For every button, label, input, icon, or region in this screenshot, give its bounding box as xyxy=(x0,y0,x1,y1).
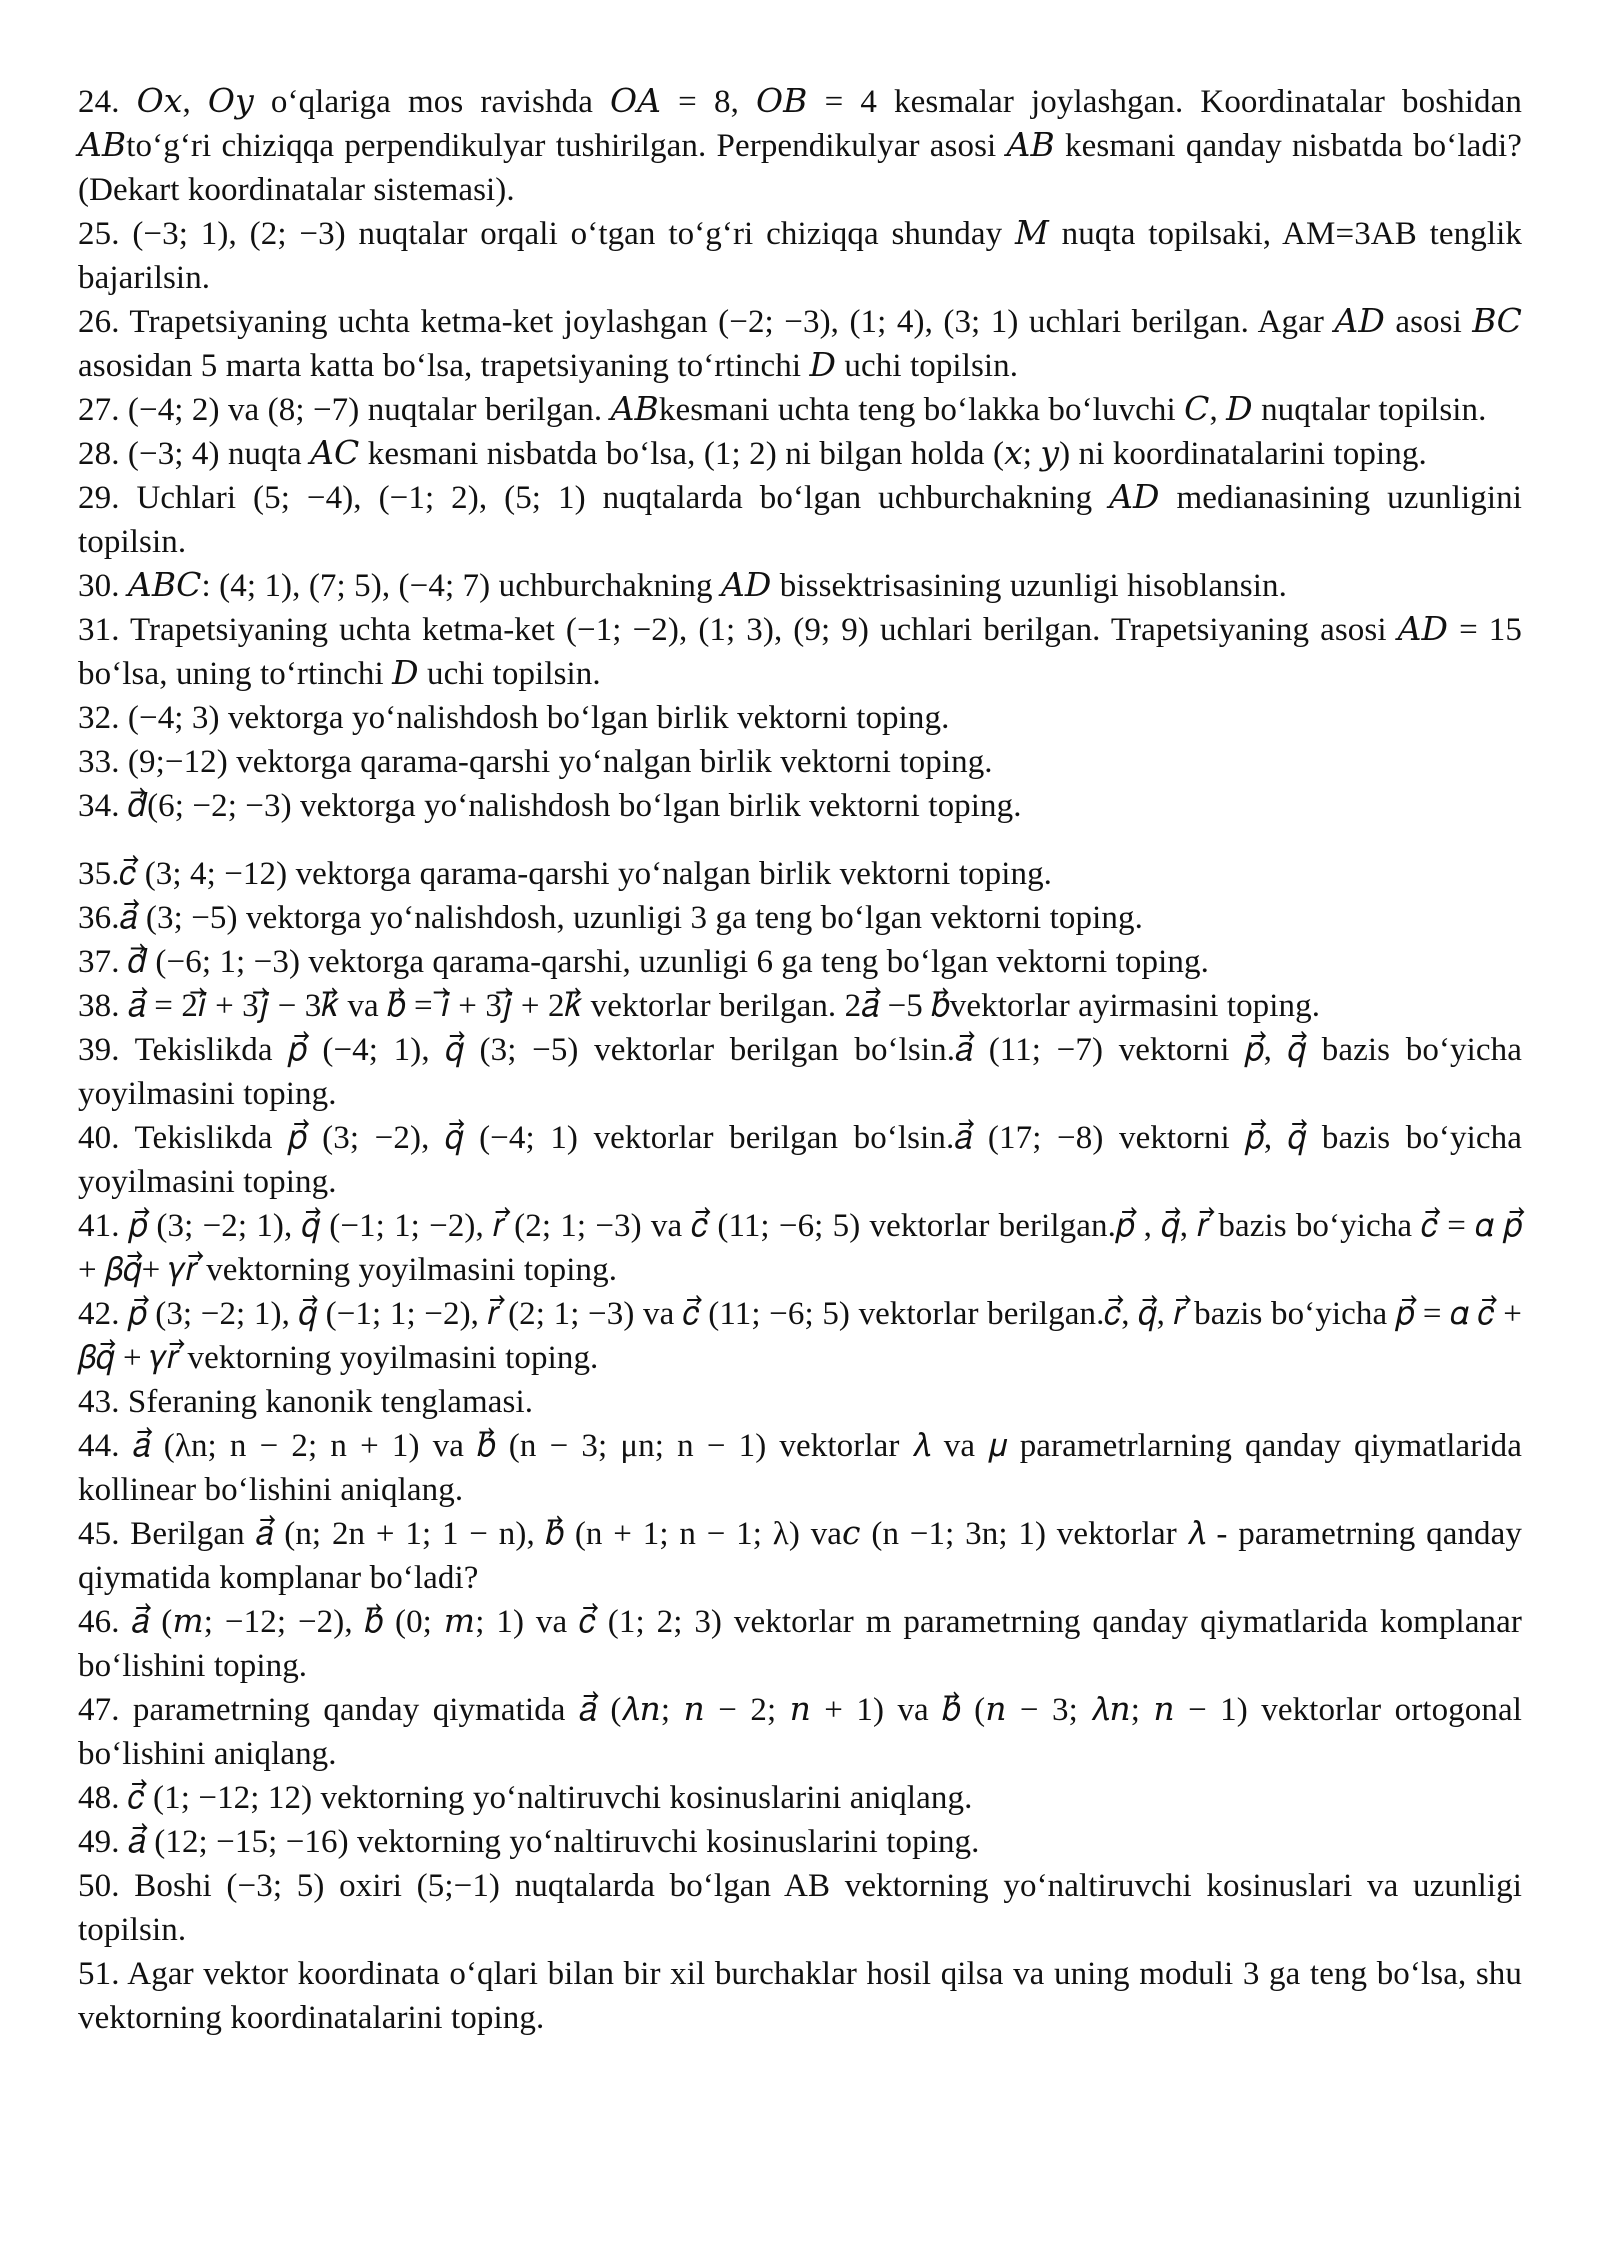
problem-48: 48. 𝑐⃗ (1; −12; 12) vektorning yo‘naltiruvchi kosinuslarini aniqlang. xyxy=(78,1780,973,1816)
problem-41: 41. 𝑝⃗ (3; −2; 1), 𝑞⃗ (−1; 1; −2), 𝑟⃗ (2; 1; −3) va 𝑐⃗ (11; −6; 5) vektorlar berilgan.𝑝⃗ , 𝑞⃗, 𝑟⃗ bazis bo‘yicha 𝑐⃗ = 𝛼 𝑝⃗ + 𝛽𝑞⃗+ 𝛾𝑟⃗ vektorning yoyilmasini toping. xyxy=(78,1208,1522,1288)
problem-27: 27. (−4; 2) va (8; −7) nuqtalar berilgan. 𝐴𝐵kesmani uchta teng bo‘lakka bo‘luvchi 𝐶, 𝐷 nuqtalar topilsin. xyxy=(78,392,1487,428)
problem-31: 31. Trapetsiyaning uchta ketma-ket (−1; −2), (1; 3), (9; 9) uchlari berilgan. Trapetsiyaning asosi 𝐴𝐷 = 15 bo‘lsa, uning to‘rtinchi 𝐷 uchi topilsin. xyxy=(78,612,1522,692)
problem-39: 39. Tekislikda 𝑝⃗ (−4; 1), 𝑞⃗ (3; −5) vektorlar berilgan bo‘lsin.𝑎⃗ (11; −7) vektorni 𝑝⃗, 𝑞⃗ bazis bo‘yicha yoyilmasini toping. xyxy=(78,1032,1522,1112)
problem-50: 50. Boshi (−3; 5) oxiri (5;−1) nuqtalarda bo‘lgan AB vektorning yo‘naltiruvchi kosinuslari va uzunligi topilsin. xyxy=(78,1868,1522,1948)
problem-40: 40. Tekislikda 𝑝⃗ (3; −2), 𝑞⃗ (−4; 1) vektorlar berilgan bo‘lsin.𝑎⃗ (17; −8) vektorni 𝑝⃗, 𝑞⃗ bazis bo‘yicha yoyilmasini toping. xyxy=(78,1120,1522,1200)
problem-35: 35.𝑐⃗ (3; 4; −12) vektorga qarama-qarshi yo‘nalgan birlik vektorni toping. xyxy=(78,856,1053,892)
problem-34: 34. 𝑑⃗(6; −2; −3) vektorga yo‘nalishdosh bo‘lgan birlik vektorni toping. xyxy=(78,788,1022,824)
problem-36: 36.𝑎⃗ (3; −5) vektorga yo‘nalishdosh, uzunligi 3 ga teng bo‘lgan vektorni toping. xyxy=(78,900,1143,936)
problem-29: 29. Uchlari (5; −4), (−1; 2), (5; 1) nuqtalarda bo‘lgan uchburchakning 𝐴𝐷 medianasining uzunligini topilsin. xyxy=(78,480,1522,560)
problem-45: 45. Berilgan 𝑎⃗ (n; 2n + 1; 1 − n), 𝑏⃗ (n + 1; n − 1; λ) va𝑐 (n −1; 3n; 1) vektorlar 𝜆 - parametrning qanday qiymatida komplanar bo‘ladi? xyxy=(78,1516,1522,1596)
problem-43: 43. Sferaning kanonik tenglamasi. xyxy=(78,1384,534,1420)
problem-32: 32. (−4; 3) vektorga yo‘nalishdosh bo‘lgan birlik vektorni toping. xyxy=(78,700,950,736)
problem-38: 38. 𝑎⃗ = 2𝑖⃗ + 3𝑗⃗ − 3𝑘⃗ va 𝑏⃗ = 𝑖⃗ + 3𝑗⃗ + 2𝑘⃗ vektorlar berilgan. 2𝑎⃗ −5 𝑏⃗vektorlar ayirmasini toping. xyxy=(78,988,1321,1024)
problem-44: 44. 𝑎⃗ (λn; n − 2; n + 1) va 𝑏⃗ (n − 3; μn; n − 1) vektorlar 𝜆 va 𝜇 parametrlarning qanday qiymatlarida kollinear bo‘lishini aniqlang. xyxy=(78,1428,1522,1508)
problem-33: 33. (9;−12) vektorga qarama-qarshi yo‘nalgan birlik vektorni toping. xyxy=(78,744,993,780)
problem-25: 25. (−3; 1), (2; −3) nuqtalar orqali o‘tgan to‘g‘ri chiziqqa shunday 𝑀 nuqta topilsaki, AM=3AB tenglik bajarilsin. xyxy=(78,216,1522,296)
problem-37: 37. 𝑑⃗ (−6; 1; −3) vektorga qarama-qarshi, uzunligi 6 ga teng bo‘lgan vektorni toping. xyxy=(78,944,1209,980)
problem-30: 30. 𝐴𝐵𝐶: (4; 1), (7; 5), (−4; 7) uchburchakning 𝐴𝐷 bissektrisasining uzunligi hisoblansin. xyxy=(78,568,1287,604)
problem-42: 42. 𝑝⃗ (3; −2; 1), 𝑞⃗ (−1; 1; −2), 𝑟⃗ (2; 1; −3) va 𝑐⃗ (11; −6; 5) vektorlar berilgan.𝑐⃗, 𝑞⃗, 𝑟⃗ bazis bo‘yicha 𝑝⃗ = 𝛼 𝑐⃗ + 𝛽𝑞⃗ + 𝛾𝑟⃗ vektorning yoyilmasini toping. xyxy=(78,1296,1522,1376)
problem-51: 51. Agar vektor koordinata o‘qlari bilan bir xil burchaklar hosil qilsa va uning moduli 3 ga teng bo‘lsa, shu vektorning koordinatalarini toping. xyxy=(78,1956,1522,2036)
problem-46: 46. 𝑎⃗ (𝑚; −12; −2), 𝑏⃗ (0; 𝑚; 1) va 𝑐⃗ (1; 2; 3) vektorlar m parametrning qanday qiymatlarida komplanar bo‘lishini toping. xyxy=(78,1604,1522,1684)
problem-24: 24. 𝑂𝑥, 𝑂𝑦 o‘qlariga mos ravishda 𝑂𝐴 = 8, 𝑂𝐵 = 4 kesmalar joylashgan. Koordinatalar boshidan 𝐴𝐵to‘g‘ri chiziqqa perpendikulyar tushirilgan. Perpendikulyar asosi 𝐴𝐵 kesmani qanday nisbatda bo‘ladi?(Dekart koordinatalar sistemasi). xyxy=(78,84,1522,208)
problem-49: 49. 𝑎⃗ (12; −15; −16) vektorning yo‘naltiruvchi kosinuslarini toping. xyxy=(78,1824,980,1860)
problem-26: 26. Trapetsiyaning uchta ketma-ket joylashgan (−2; −3), (1; 4), (3; 1) uchlari berilgan. Agar 𝐴𝐷 asosi 𝐵𝐶 asosidan 5 marta katta bo‘lsa, trapetsiyaning to‘rtinchi 𝐷 uchi topilsin. xyxy=(78,304,1522,384)
problem-47: 47. parametrning qanday qiymatida 𝑎⃗ (𝜆𝑛; 𝑛 − 2; 𝑛 + 1) va 𝑏⃗ (𝑛 − 3; 𝜆𝑛; 𝑛 − 1) vektorlar ortogonal bo‘lishini aniqlang. xyxy=(78,1692,1522,1772)
problem-28: 28. (−3; 4) nuqta 𝐴𝐶 kesmani nisbatda bo‘lsa, (1; 2) ni bilgan holda (𝑥; 𝑦) ni koordinatalarini toping. xyxy=(78,436,1427,472)
